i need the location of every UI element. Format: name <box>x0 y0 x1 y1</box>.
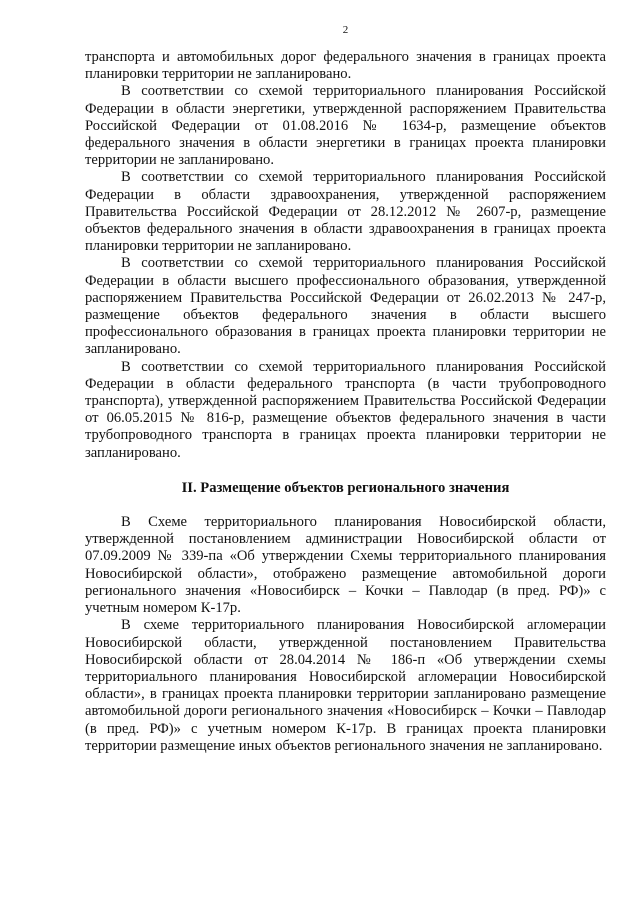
paragraph-pipeline-transport: В соответствии со схемой территориального планирования Российской Федерации в области федерального транспорта (в части трубопроводного транспорта), утвержденной распоряжением Правительства Российской Федерации от 06.05.2015 № 816-р, размещение объектов федерального значения в части трубопроводного транспорта в границах проекта планировки территории не запланировано. <box>85 358 606 461</box>
paragraph-healthcare: В соответствии со схемой территориального планирования Российской Федерации в области здравоохранения, утвержденной распоряжением Правительства Российской Федерации от 28.12.2012 № 2607-р, размещение объектов федерального значения в области здравоохранения в границах проекта планировки территории не запланировано. <box>85 169 606 255</box>
paragraph-agglomeration-scheme: В схеме территориального планирования Новосибирской агломерации Новосибирской области, утвержденной постановлением Правительства Новосибирской области от 28.04.2014 № 186-п «Об утверждении схемы территориального планирования Новосибирской агломерации Новосибирской области», в границах проекта планировки территории запланировано размещение автомобильной дороги регионального значения «Новосибирск – Кочки – Павлодар (в пред. РФ)» с учетным номером К-17р. В границах проекта планировки территории размещение иных объектов регионального значения не запланировано. <box>85 617 606 754</box>
paragraph-energy: В соответствии со схемой территориального планирования Российской Федерации в области энергетики, утвержденной распоряжением Правительства Российской Федерации от 01.08.2016 № 1634-р, размещение объектов федерального значения в области энергетики в границах проекта планировки территории не запланировано. <box>85 83 606 169</box>
paragraph-regional-scheme: В Схеме территориального планирования Новосибирской области, утвержденной постановлением администрации Новосибирской области от 07.09.2009 № 339-па «Об утверждении Схемы территориального планирования Новосибирской области», отображено размещение автомобильной дороги регионального значения «Новосибирск – Кочки – Павлодар (в пред. РФ)» с учетным номером К-17р. <box>85 514 606 617</box>
page-number: 2 <box>342 24 349 36</box>
section-heading: II. Размещение объектов регионального значения <box>181 479 510 496</box>
paragraph-education: В соответствии со схемой территориального планирования Российской Федерации в области высшего профессионального образования, утвержденной распоряжением Правительства Российской Федерации от 26.02.2013 № 247-р, размещение объектов федерального значения в области высшего профессионального образования в границах проекта планировки территории не запланировано. <box>85 255 606 358</box>
paragraph-continuation: транспорта и автомобильных дорог федерального значения в границах проекта планировки территории не запланировано. <box>85 49 606 83</box>
